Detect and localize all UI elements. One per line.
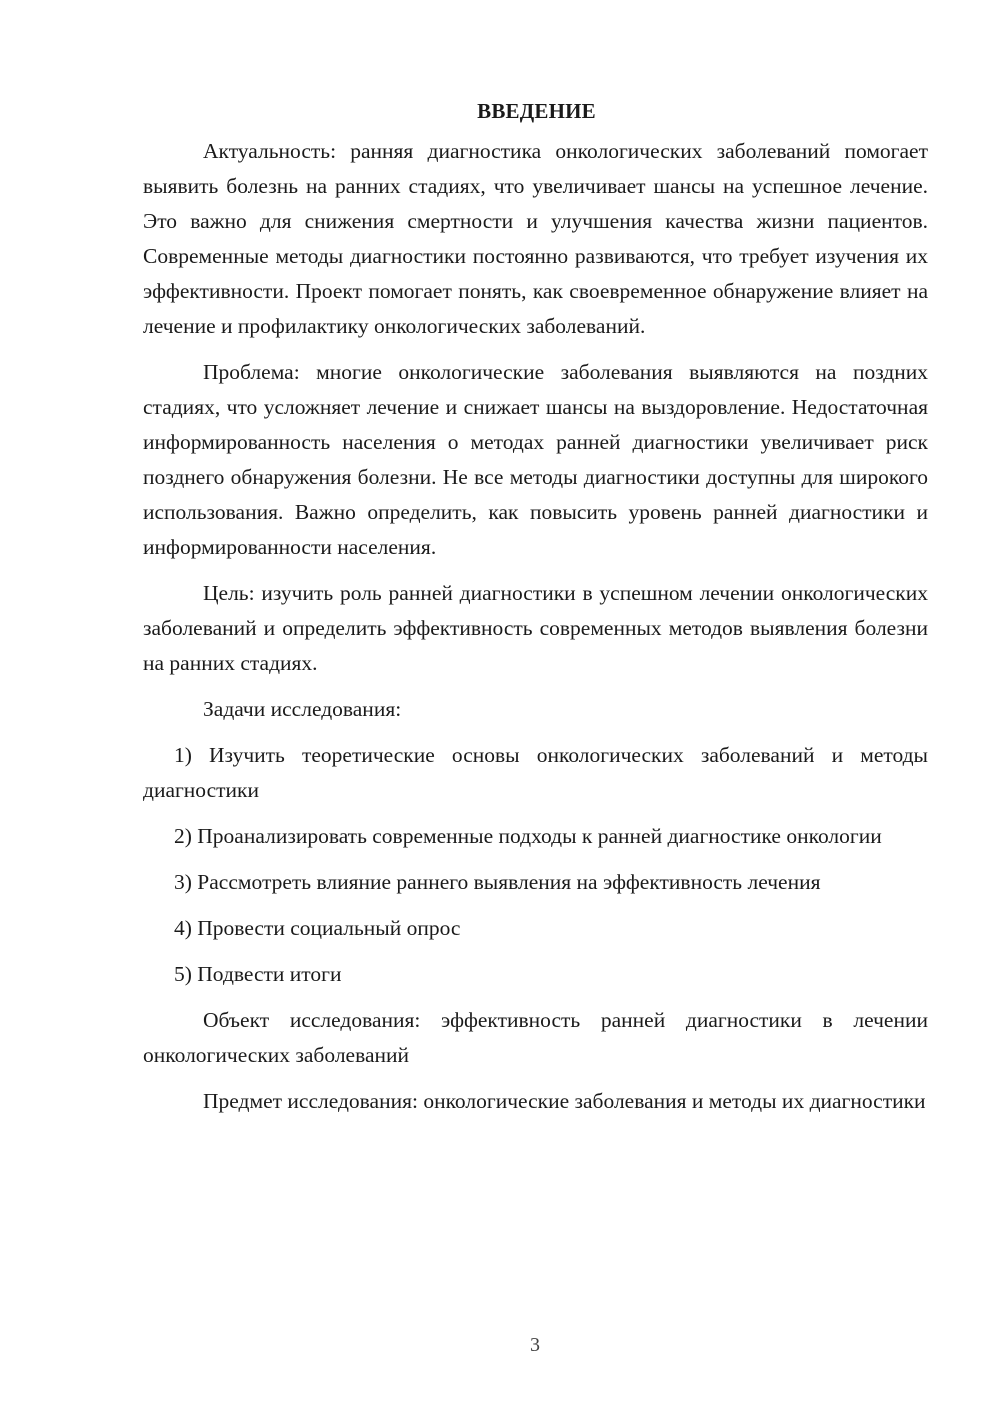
problem-paragraph: Проблема: многие онкологические заболевания выявляются на поздних стадиях, что усложняет лечение и снижает шансы на выздоровление. Недостаточная информированность населения о методах ранней диагностики увеличивает риск позднего обнаружения болезни. Не все методы диагностики доступны для широкого использования. Важно определить, как повысить уровень ранней диагностики и информированности населения. (143, 360, 928, 559)
relevance-paragraph: Актуальность: ранняя диагностика онкологических заболеваний помогает выявить болезнь на ранних стадиях, что увеличивает шансы на успешное лечение. Это важно для снижения смертности и улучшения качества жизни пациентов. Современные методы диагностики постоянно развиваются, что требует изучения их эффективности. Проект помогает понять, как своевременное обнаружение влияет на лечение и профилактику онкологических заболеваний. (143, 139, 928, 338)
task-item: 3) Рассмотреть влияние раннего выявления на эффективность лечения (174, 870, 821, 894)
research-object-paragraph: Объект исследования: эффективность ранней диагностики в лечении онкологических заболеваний (143, 1008, 928, 1067)
research-subject-paragraph: Предмет исследования: онкологические заболевания и методы их диагностики (203, 1089, 926, 1113)
task-item: 2) Проанализировать современные подходы к ранней диагностике онкологии (174, 824, 882, 848)
goal-paragraph: Цель: изучить роль ранней диагностики в успешном лечении онкологических заболеваний и определить эффективность современных методов выявления болезни на ранних стадиях. (143, 581, 928, 675)
task-item: 4) Провести социальный опрос (174, 916, 461, 940)
task-item: 5) Подвести итоги (174, 962, 342, 986)
tasks-heading: Задачи исследования: (203, 697, 402, 721)
page-number: 3 (530, 1334, 540, 1356)
page-title: ВВЕДЕНИЕ (477, 99, 596, 123)
document-page (143, 96, 928, 1130)
task-item: 1) Изучить теоретические основы онкологических заболеваний и методы диагностики (143, 743, 928, 802)
